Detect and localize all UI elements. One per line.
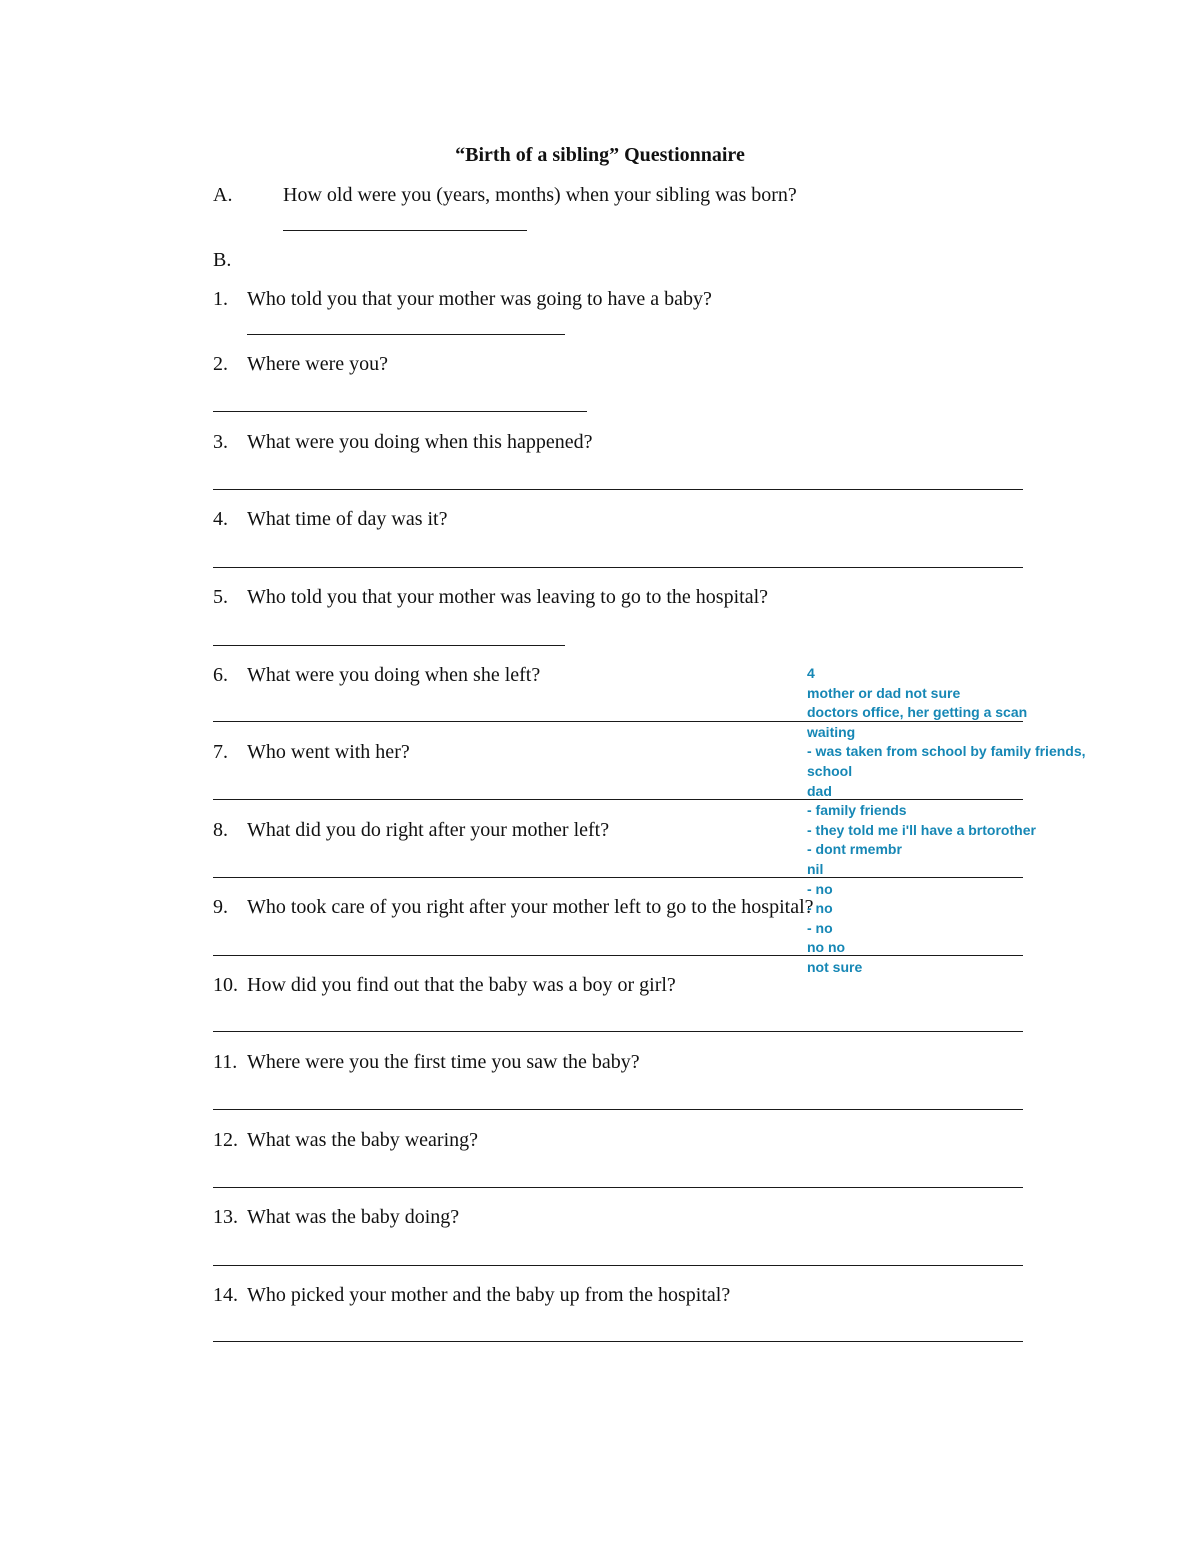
answer-line[interactable]: [213, 567, 1023, 568]
typed-answers-block: [807, 664, 1137, 978]
answer-line[interactable]: [213, 411, 587, 412]
answer-entry: mother or dad not sure: [807, 684, 961, 701]
question-number: 12.: [213, 1129, 238, 1151]
section-a-label: A.: [213, 184, 233, 206]
question-number: 11.: [213, 1051, 238, 1073]
question-text: What was the baby wearing?: [247, 1129, 479, 1151]
answer-line[interactable]: [213, 1031, 1023, 1032]
question-number: 4.: [213, 508, 228, 530]
answer-entry: - no: [807, 919, 833, 936]
question-number: 3.: [213, 431, 228, 453]
question-text: What did you do right after your mother left?: [247, 819, 610, 841]
answer-line-a[interactable]: [283, 230, 527, 231]
answer-entry: - was taken from school by family friends,: [807, 743, 1086, 760]
answer-line[interactable]: [213, 1187, 1023, 1188]
question-text: What was the baby doing?: [247, 1206, 460, 1228]
question-text: How did you find out that the baby was a boy or girl?: [247, 974, 676, 996]
question-text: Who picked your mother and the baby up from the hospital?: [247, 1284, 731, 1306]
question-number: 5.: [213, 586, 228, 608]
answer-line[interactable]: [247, 334, 565, 335]
question-text: What were you doing when this happened?: [247, 431, 593, 453]
answer-entry: dad: [807, 782, 832, 799]
question-text: Who went with her?: [247, 741, 410, 763]
question-text: What were you doing when she left?: [247, 664, 541, 686]
question-number: 14.: [213, 1284, 238, 1306]
answer-line[interactable]: [213, 1265, 1023, 1266]
question-text: Where were you the first time you saw the baby?: [247, 1051, 640, 1073]
answer-entry: - dont rmembr: [807, 841, 902, 858]
question-text: Where were you?: [247, 353, 389, 375]
answer-line[interactable]: [213, 645, 565, 646]
question-number: 2.: [213, 353, 228, 375]
question-number: 10.: [213, 974, 238, 996]
answer-entry: school: [807, 762, 853, 779]
question-text: What time of day was it?: [247, 508, 448, 530]
answer-line[interactable]: [213, 1341, 1023, 1342]
question-number: 6.: [213, 664, 228, 686]
answer-line[interactable]: [213, 489, 1023, 490]
answer-entry: 4: [807, 665, 815, 681]
question-number: 8.: [213, 819, 228, 841]
answer-entry: doctors office, her getting a scan: [807, 704, 1028, 721]
answer-entry: not sure: [807, 958, 863, 975]
question-number: 7.: [213, 741, 228, 763]
question-text: Who told you that your mother was going to have a baby?: [247, 288, 712, 310]
question-number: 1.: [213, 288, 228, 310]
answer-entry: waiting: [807, 723, 856, 740]
answer-entry: - no: [807, 900, 833, 917]
answer-line[interactable]: [213, 1109, 1023, 1110]
section-b-label: B.: [213, 249, 232, 271]
answer-entry: - no: [807, 880, 833, 897]
answer-entry: nil: [807, 860, 824, 877]
question-text: Who took care of you right after your mother left to go to the hospital?: [247, 896, 814, 918]
answer-entry: - they told me i'll have a brtorother: [807, 821, 1036, 838]
page-title: “Birth of a sibling” Questionnaire: [455, 144, 745, 166]
answer-entry: no no: [807, 939, 846, 956]
question-number: 9.: [213, 896, 228, 918]
answer-entry: - family friends: [807, 802, 907, 819]
question-text: Who told you that your mother was leaving to go to the hospital?: [247, 586, 769, 608]
section-a-question: How old were you (years, months) when your sibling was born?: [283, 184, 797, 206]
question-number: 13.: [213, 1206, 238, 1228]
